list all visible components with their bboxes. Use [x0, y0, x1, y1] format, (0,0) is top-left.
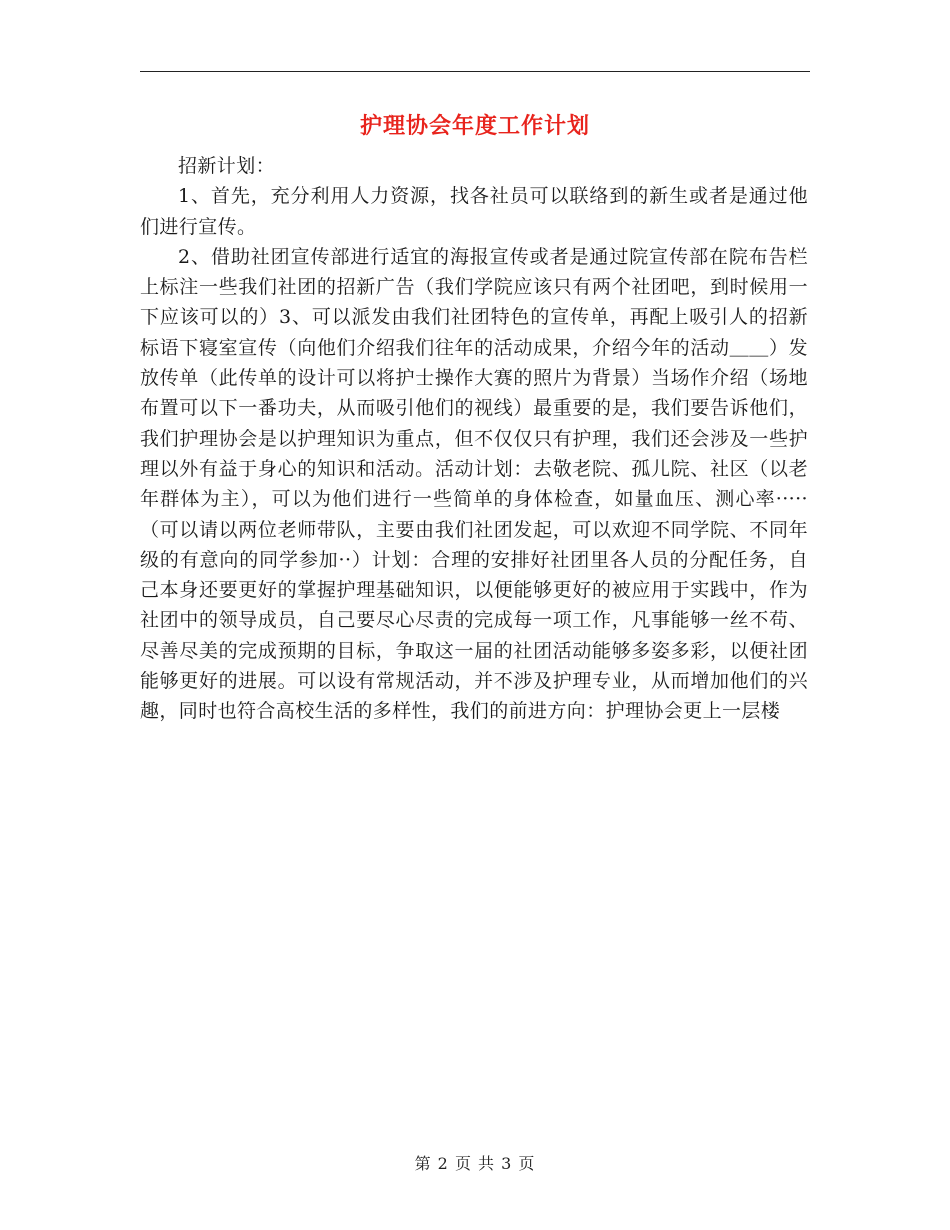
paragraph-item-1: 1、首先，充分利用人力资源，找各社员可以联络到的新生或者是通过他们进行宣传。 — [140, 185, 808, 238]
paragraph-recruit-heading: 招新计划： — [178, 155, 276, 177]
paragraph-item-2: 2、借助社团宣传部进行适宜的海报宣传或者是通过院宣传部在院布告栏上标注一些我们社团的招新广告（我们学院应该只有两个社团吧，到时候用一下应该可以的）3、可以派发由我们社团特色的宣传单，再配上吸引人的招新标语下寝室宣传（向他们介绍我们往年的活动成果，介绍今年的活动＿＿）发放传单（此传单的设计可以将护士操作大赛的照片为背景）当场作介绍（场地布置可以下一番功夫，从而吸引他们的视线）最重要的是，我们要告诉他们，我们护理协会是以护理知识为重点，但不仅仅只有护理，我们还会涉及一些护理以外有益于身心的知识和活动。活动计划：去敬老院、孤儿院、社区（以老年群体为主），可以为他们进行一些简单的身体检查，如量血压、测心率·····（可以请以两位老师带队，主要由我们社团发起，可以欢迎不同学院、不同年级的有意向的同学参加··）计划：合理的安排好社团里各人员的分配任务，自己本身还要更好的掌握护理基础知识，以便能够更好的被应用于实践中，作为社团中的领导成员，自己要尽心尽责的完成每一项工作，凡事能够一丝不苟、尽善尽美的完成预期的目标，争取这一届的社团活动能够多姿多彩，以便社团能够更好的进展。可以设有常规活动，并不涉及护理专业，从而增加他们的兴趣，同时也符合高校生活的多样性，我们的前进方向：护理协会更上一层楼 — [140, 245, 808, 723]
header-rule — [140, 71, 810, 72]
document-title: 护理协会年度工作计划 — [359, 113, 590, 139]
document-body — [140, 151, 808, 727]
page-number-footer: 第 2 页 共 3 页 — [414, 1154, 536, 1173]
